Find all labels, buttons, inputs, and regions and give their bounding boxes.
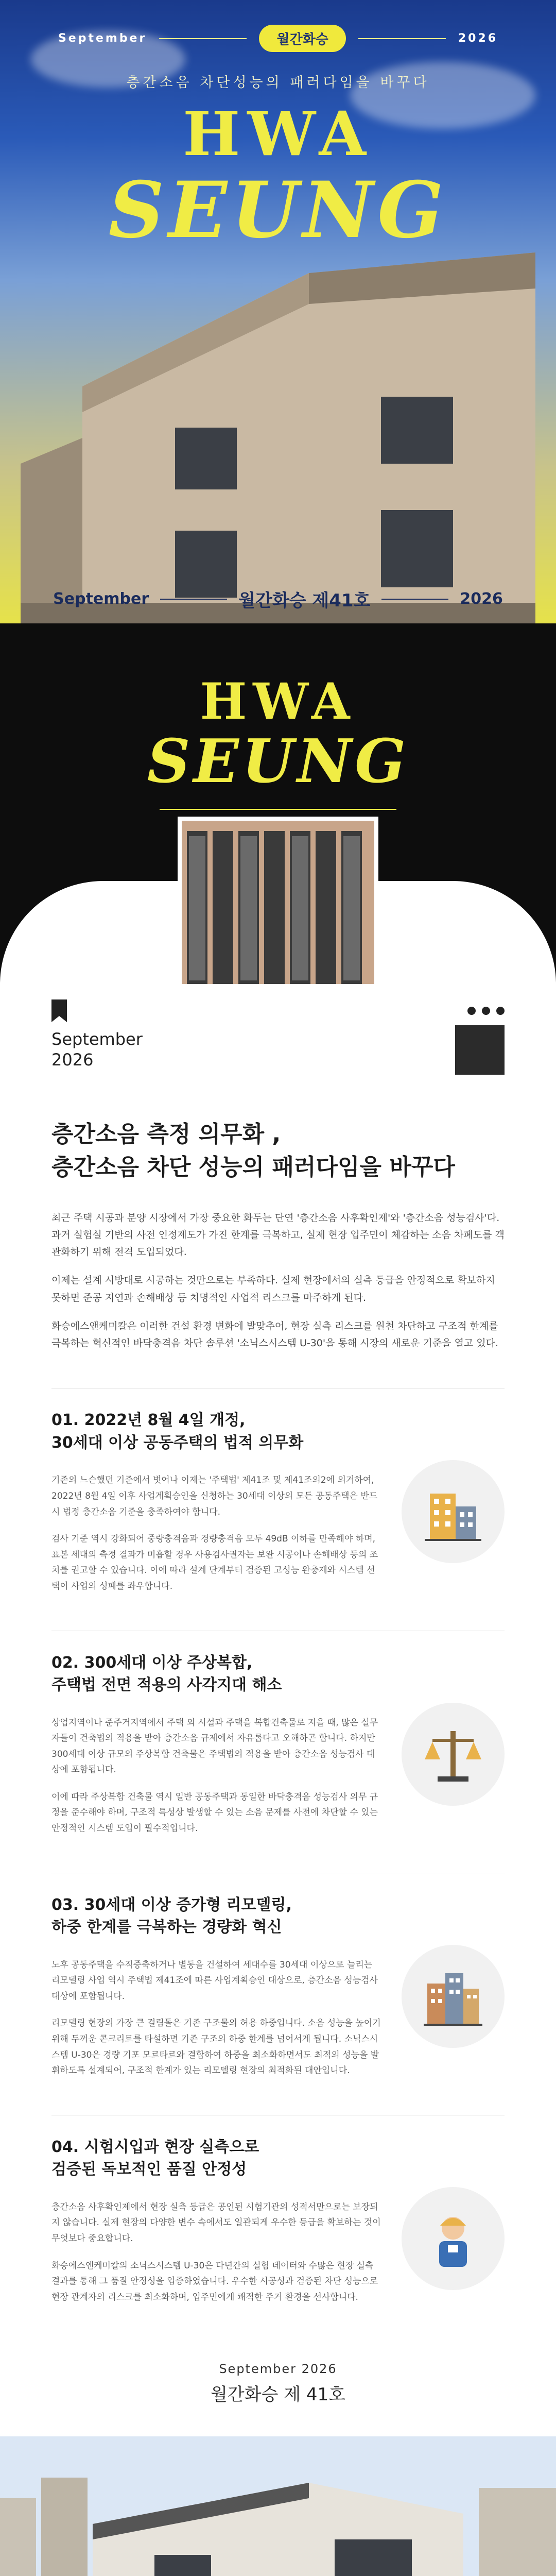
section-title-line: 30세대 이상 공동주택의 법적 의무화: [51, 1433, 304, 1452]
headline-line: 층간소음 측정 의무화 ,: [51, 1121, 281, 1147]
issue-date: September 2026: [219, 2362, 337, 2377]
section-title-line: 03. 30세대 이상 증가형 리모델링,: [51, 1895, 292, 1914]
bookmark-icon: [51, 999, 67, 1022]
section-title-line: 02. 300세대 이상 주상복합,: [51, 1653, 253, 1672]
brand-logo-seung: SEUNG: [147, 726, 409, 796]
hero-month-label: September: [58, 32, 147, 45]
hero-top-bar: [0, 25, 556, 52]
headline-line: 층간소음 차단 성능의 패러다임을 바꾸다: [51, 1154, 455, 1180]
residential-building-photo: [0, 2436, 556, 2576]
hero-bottom-month: September: [53, 590, 149, 608]
article: [0, 984, 556, 2576]
intro-paragraph: 최근 주택 시공과 분양 시장에서 가장 중요한 화두는 단연 '층간소음 사후확인제'와 '층간소음 성능검사'다. 과거 실험실 기반의 사전 인정제도가 가진 한계를 극복하고, 실제 현장 입주민이 체감하는 소음 차폐도를 객관화하기 위해 전격 도입되었다.: [51, 1212, 505, 1258]
hero-bottom-year: 2026: [460, 590, 503, 608]
hero-banner: [0, 0, 556, 623]
section-paragraph: 검사 기준 역시 강화되어 중량충격음과 경량충격음 모두 49dB 이하를 만족해야 하며, 표본 세대의 측정 결과가 미흡할 경우 사용검사권자는 보완 시공이나 손해배상 등의 조치를 권고할 수 있습니다. 이에 따라 설계 단계부터 검증된 고성능 완충재와 시스템 선택이 사업의 성패를 좌우합니다.: [51, 1534, 378, 1591]
hero-subtitle: 층간소음 차단성능의 패러다임을 바꾸다: [126, 75, 430, 91]
section-body: [51, 1957, 381, 2079]
issue-number: 월간화승 제41호: [238, 590, 371, 611]
divider: [159, 38, 247, 39]
section-body: [51, 1715, 381, 1837]
qr-code-icon: [455, 1025, 505, 1075]
divider: [358, 38, 446, 39]
building-photo: [21, 242, 535, 623]
section-02: [0, 1631, 556, 1837]
section-title-line: 주택법 전면 적용의 사각지대 해소: [51, 1676, 282, 1694]
law-scale-icon: [402, 1703, 505, 1806]
article-intro: [0, 1184, 556, 1352]
brand-logo-hwa: HWA: [182, 98, 373, 170]
hero-year-label: 2026: [458, 32, 498, 45]
section-04: [0, 2115, 556, 2306]
section-paragraph: 기존의 느슨했던 기준에서 벗어나 이제는 '주택법' 제41조 및 제41조의2에 의거하여, 2022년 8월 4일 이후 사업계획승인을 신청하는 30세대 이상의 모든 공동주택은 반드시 법정 층간소음 기준을 충족하여야 합니다.: [51, 1475, 378, 1517]
brand-logo-seung: SEUNG: [108, 165, 448, 256]
insulation-photo: [178, 817, 378, 984]
apartment-icon: [402, 1460, 505, 1563]
section-paragraph: 이에 따라 주상복합 건축물 역시 일반 공동주택과 동일한 바닥충격음 성능검사 의무 규정을 준수해야 하며, 구조적 특성상 발생할 수 있는 소음 문제를 사전에 차단할 수 있는 안정적인 시스템 도입이 필수적입니다.: [51, 1791, 378, 1834]
article-headline: [0, 1087, 556, 1184]
issue-number: 월간화승 제 41호: [211, 2384, 345, 2405]
building-complex-icon: [402, 1945, 505, 2048]
section-title: [51, 1894, 505, 1939]
section-paragraph: 상업지역이나 준주거지역에서 주택 외 시설과 주택을 복합건축물로 지을 때, 많은 실무자들이 건축법의 적용을 받아 층간소음 규제에서 자유롭다고 오해하곤 합니다. 하지만 300세대 이상 규모의 주상복합 건축물은 주택법의 적용을 받아 층간소음 성능검사 대상에 포함됩니다.: [51, 1717, 378, 1775]
section-title: [51, 1652, 505, 1697]
intro-paragraph: 이제는 설계 시방대로 시공하는 것만으로는 부족하다. 실제 현장에서의 실측 등급을 안정적으로 확보하지 못하면 준공 지연과 손해배상 등 치명적인 사업적 리스크를 마주하게 된다.: [51, 1275, 495, 1303]
quality-worker-icon: [402, 2187, 505, 2290]
divider: [381, 599, 448, 600]
section-body: [51, 2199, 381, 2306]
divider: [160, 809, 396, 810]
section-title-line: 01. 2022년 8월 4일 개정,: [51, 1411, 246, 1430]
section-title-line: 하중 한계를 극복하는 경량화 혁신: [51, 1918, 282, 1937]
magazine-tag: 월간화승: [259, 25, 345, 52]
section-title-line: 04. 시험시입과 현장 실측으로: [51, 2138, 259, 2156]
intro-paragraph: 화승에스앤케미칼은 이러한 건설 환경 변화에 발맞추어, 현장 실측 리스크를 원천 차단하고 구조적 한계를 극복하는 혁신적인 바닥충격음 차단 솔루션 '소닉스시스템 U-30'을 통해 시장의 새로운 기준을 열고 있다.: [51, 1320, 499, 1349]
section-title: [51, 2136, 505, 2181]
article-year: 2026: [51, 1050, 94, 1070]
section-title: [51, 1409, 505, 1454]
section-paragraph: 노후 공동주택을 수직증축하거나 별동을 건설하여 세대수를 30세대 이상으로 늘리는 리모델링 사업 역시 주택법 제41조에 따른 사업계획승인 대상으로, 층간소음 성능검사 대상에 포함됩니다.: [51, 1959, 378, 2002]
divider: [160, 599, 227, 600]
section-03: [0, 1873, 556, 2079]
article-meta: [0, 984, 556, 1087]
section-body: [51, 1472, 381, 1594]
section-title-line: 검증된 독보적인 품질 안정성: [51, 2160, 247, 2179]
hero-bottom-bar: [0, 586, 556, 612]
issue-footer: [0, 2362, 556, 2405]
section-paragraph: 리모델링 현장의 가장 큰 걸림돌은 기존 구조물의 허용 하중입니다. 소음 성능을 높이기 위해 두꺼운 콘크리트를 타설하면 기존 구조의 하중 한계를 넘어서게 됩니다. 소닉스시스템 U-30은 경량 기포 모르타르와 결합하여 하중을 최소화하면서도 최적의 성능을 발휘하도록 설계되어, 구조적 한계가 있는 리모델링 현장의 최적화된 대안입니다.: [51, 2018, 381, 2076]
brand-logo-hwa: HWA: [200, 672, 356, 731]
section-paragraph: 화승에스앤케미칼의 소닉스시스템 U-30은 다년간의 실험 데이터와 수많은 현장 실측 결과를 통해 그 품질 안정성을 입증하였습니다. 우수한 시공성과 검증된 차단 성능으로 현장 관계자의 리스크를 최소화하며, 입주민에게 쾌적한 주거 환경을 선사합니다.: [51, 2260, 378, 2302]
more-dots-icon: [467, 1007, 505, 1015]
section-01: [0, 1388, 556, 1594]
article-month: September: [51, 1029, 143, 1049]
section-paragraph: 층간소음 사후확인제에서 현장 실측 등급은 공인된 시험기관의 성적서만으로는 보장되지 않습니다. 실제 현장의 다양한 변수 속에서도 일관되게 우수한 등급을 확보하는 것이 무엇보다 중요합니다.: [51, 2201, 381, 2244]
